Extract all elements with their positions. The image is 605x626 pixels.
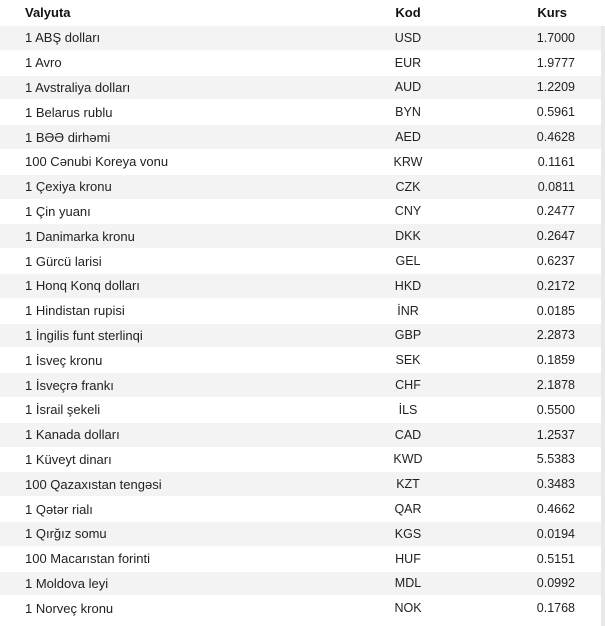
currency-name-cell: 1 Gürcü larisi <box>25 253 102 269</box>
currency-code-cell: HUF <box>395 551 421 566</box>
table-body <box>0 26 605 621</box>
currency-code-cell: KRW <box>393 154 423 169</box>
column-header-rate: Kurs <box>537 5 567 20</box>
table-row <box>0 224 605 249</box>
currency-code-cell: BYN <box>395 105 421 120</box>
table-row <box>0 299 605 324</box>
currency-rate-cell: 0.0185 <box>536 303 575 318</box>
table-row <box>0 596 605 621</box>
table-row <box>0 200 605 225</box>
table-row <box>0 249 605 274</box>
currency-rate-cell: 0.4662 <box>536 502 575 517</box>
currency-name-cell: 1 Honq Konq dolları <box>25 278 140 294</box>
currency-name-cell: 1 Çin yuanı <box>25 203 91 219</box>
currency-name-cell: 1 Qətər rialı <box>25 501 93 517</box>
currency-rate-cell: 0.6237 <box>536 254 575 269</box>
currency-name-cell: 1 Moldova leyi <box>25 575 109 591</box>
currency-name-cell: 100 Cənubi Koreya vonu <box>25 154 169 170</box>
currency-rate-cell: 0.1768 <box>536 601 575 616</box>
currency-rate-cell: 1.2537 <box>536 427 575 442</box>
column-header-currency: Valyuta <box>25 5 71 20</box>
currency-code-cell: KWD <box>393 452 423 467</box>
table-row <box>0 324 605 349</box>
table-row <box>0 76 605 101</box>
table-row <box>0 125 605 150</box>
table-row <box>0 572 605 597</box>
table-row <box>0 274 605 299</box>
table-row <box>0 150 605 175</box>
currency-rate-cell: 0.2477 <box>536 204 575 219</box>
currency-code-cell: USD <box>394 30 422 45</box>
currency-code-cell: MDL <box>394 576 422 591</box>
currency-name-cell: 1 Norveç kronu <box>25 600 114 616</box>
currency-name-cell: 1 İsrail şekeli <box>25 402 101 418</box>
currency-rate-cell: 0.1859 <box>536 353 575 368</box>
currency-rate-cell: 0.1161 <box>537 154 575 169</box>
currency-name-cell: 1 Avro <box>25 55 62 71</box>
table-row <box>0 547 605 572</box>
currency-name-cell: 1 Küveyt dinarı <box>25 451 112 467</box>
currency-rate-cell: 0.0811 <box>537 179 575 194</box>
table-row <box>0 373 605 398</box>
currency-rate-cell: 0.2647 <box>536 229 575 244</box>
currency-code-cell: İNR <box>397 303 419 318</box>
currency-code-cell: AED <box>395 130 421 145</box>
currency-rate-cell: 0.5151 <box>536 551 575 566</box>
table-row <box>0 26 605 51</box>
table-row <box>0 348 605 373</box>
currency-name-cell: 1 Belarus rublu <box>25 104 113 120</box>
currency-name-cell: 1 Hindistan rupisi <box>25 303 125 319</box>
currency-rate-cell: 0.0194 <box>536 526 575 541</box>
currency-code-cell: CZK <box>395 179 421 194</box>
currency-rate-cell: 2.1878 <box>536 378 575 393</box>
currency-rate-cell: 0.0992 <box>536 576 575 591</box>
currency-name-cell: 1 İsveç kronu <box>25 352 103 368</box>
currency-code-cell: EUR <box>394 55 422 70</box>
currency-code-cell: QAR <box>394 502 422 517</box>
currency-rate-cell: 0.2172 <box>536 278 575 293</box>
currency-name-cell: 1 Kanada dolları <box>25 427 120 443</box>
currency-rate-cell: 1.2209 <box>536 80 575 95</box>
currency-code-cell: CHF <box>395 378 421 393</box>
currency-rate-cell: 5.5383 <box>536 452 575 467</box>
currency-rate-cell: 2.2873 <box>536 328 575 343</box>
table-row <box>0 522 605 547</box>
table-row <box>0 51 605 76</box>
table-row <box>0 472 605 497</box>
currency-name-cell: 1 İngilis funt sterlinqi <box>25 327 143 343</box>
currency-rate-cell: 0.3483 <box>536 477 575 492</box>
scrollbar-track[interactable] <box>601 26 605 626</box>
currency-code-cell: İLS <box>398 402 418 417</box>
table-row <box>0 100 605 125</box>
table-row <box>0 497 605 522</box>
currency-name-cell: 1 Avstraliya dolları <box>25 79 131 95</box>
table-row <box>0 448 605 473</box>
currency-code-cell: GEL <box>395 254 421 269</box>
currency-code-cell: KGS <box>394 526 422 541</box>
table-row <box>0 175 605 200</box>
currency-code-cell: AUD <box>394 80 422 95</box>
table-header-row <box>0 0 605 26</box>
currency-code-cell: SEK <box>395 353 421 368</box>
table-row <box>0 423 605 448</box>
currency-code-cell: GBP <box>394 328 422 343</box>
currency-code-cell: CAD <box>394 427 422 442</box>
currency-name-cell: 1 BƏƏ dirhəmi <box>25 129 111 145</box>
column-header-code: Kod <box>395 5 421 20</box>
currency-name-cell: 100 Qazaxıstan tengəsi <box>25 476 162 492</box>
currency-rate-cell: 0.4628 <box>536 130 575 145</box>
currency-name-cell: 1 ABŞ dolları <box>25 30 101 46</box>
table-row <box>0 398 605 423</box>
currency-name-cell: 1 Çexiya kronu <box>25 179 112 195</box>
currency-code-cell: KZT <box>396 477 420 492</box>
currency-rate-cell: 1.9777 <box>536 55 575 70</box>
currency-code-cell: DKK <box>395 229 421 244</box>
currency-code-cell: NOK <box>394 601 422 616</box>
currency-name-cell: 100 Macarıstan forinti <box>25 551 151 567</box>
currency-code-cell: CNY <box>394 204 422 219</box>
currency-rate-cell: 0.5500 <box>536 402 575 417</box>
currency-code-cell: HKD <box>394 278 422 293</box>
currency-name-cell: 1 İsveçrə frankı <box>25 377 114 393</box>
currency-name-cell: 1 Danimarka kronu <box>25 228 135 244</box>
currency-rate-cell: 0.5961 <box>536 105 575 120</box>
currency-name-cell: 1 Qırğız somu <box>25 526 107 542</box>
currency-rate-cell: 1.7000 <box>536 30 575 45</box>
